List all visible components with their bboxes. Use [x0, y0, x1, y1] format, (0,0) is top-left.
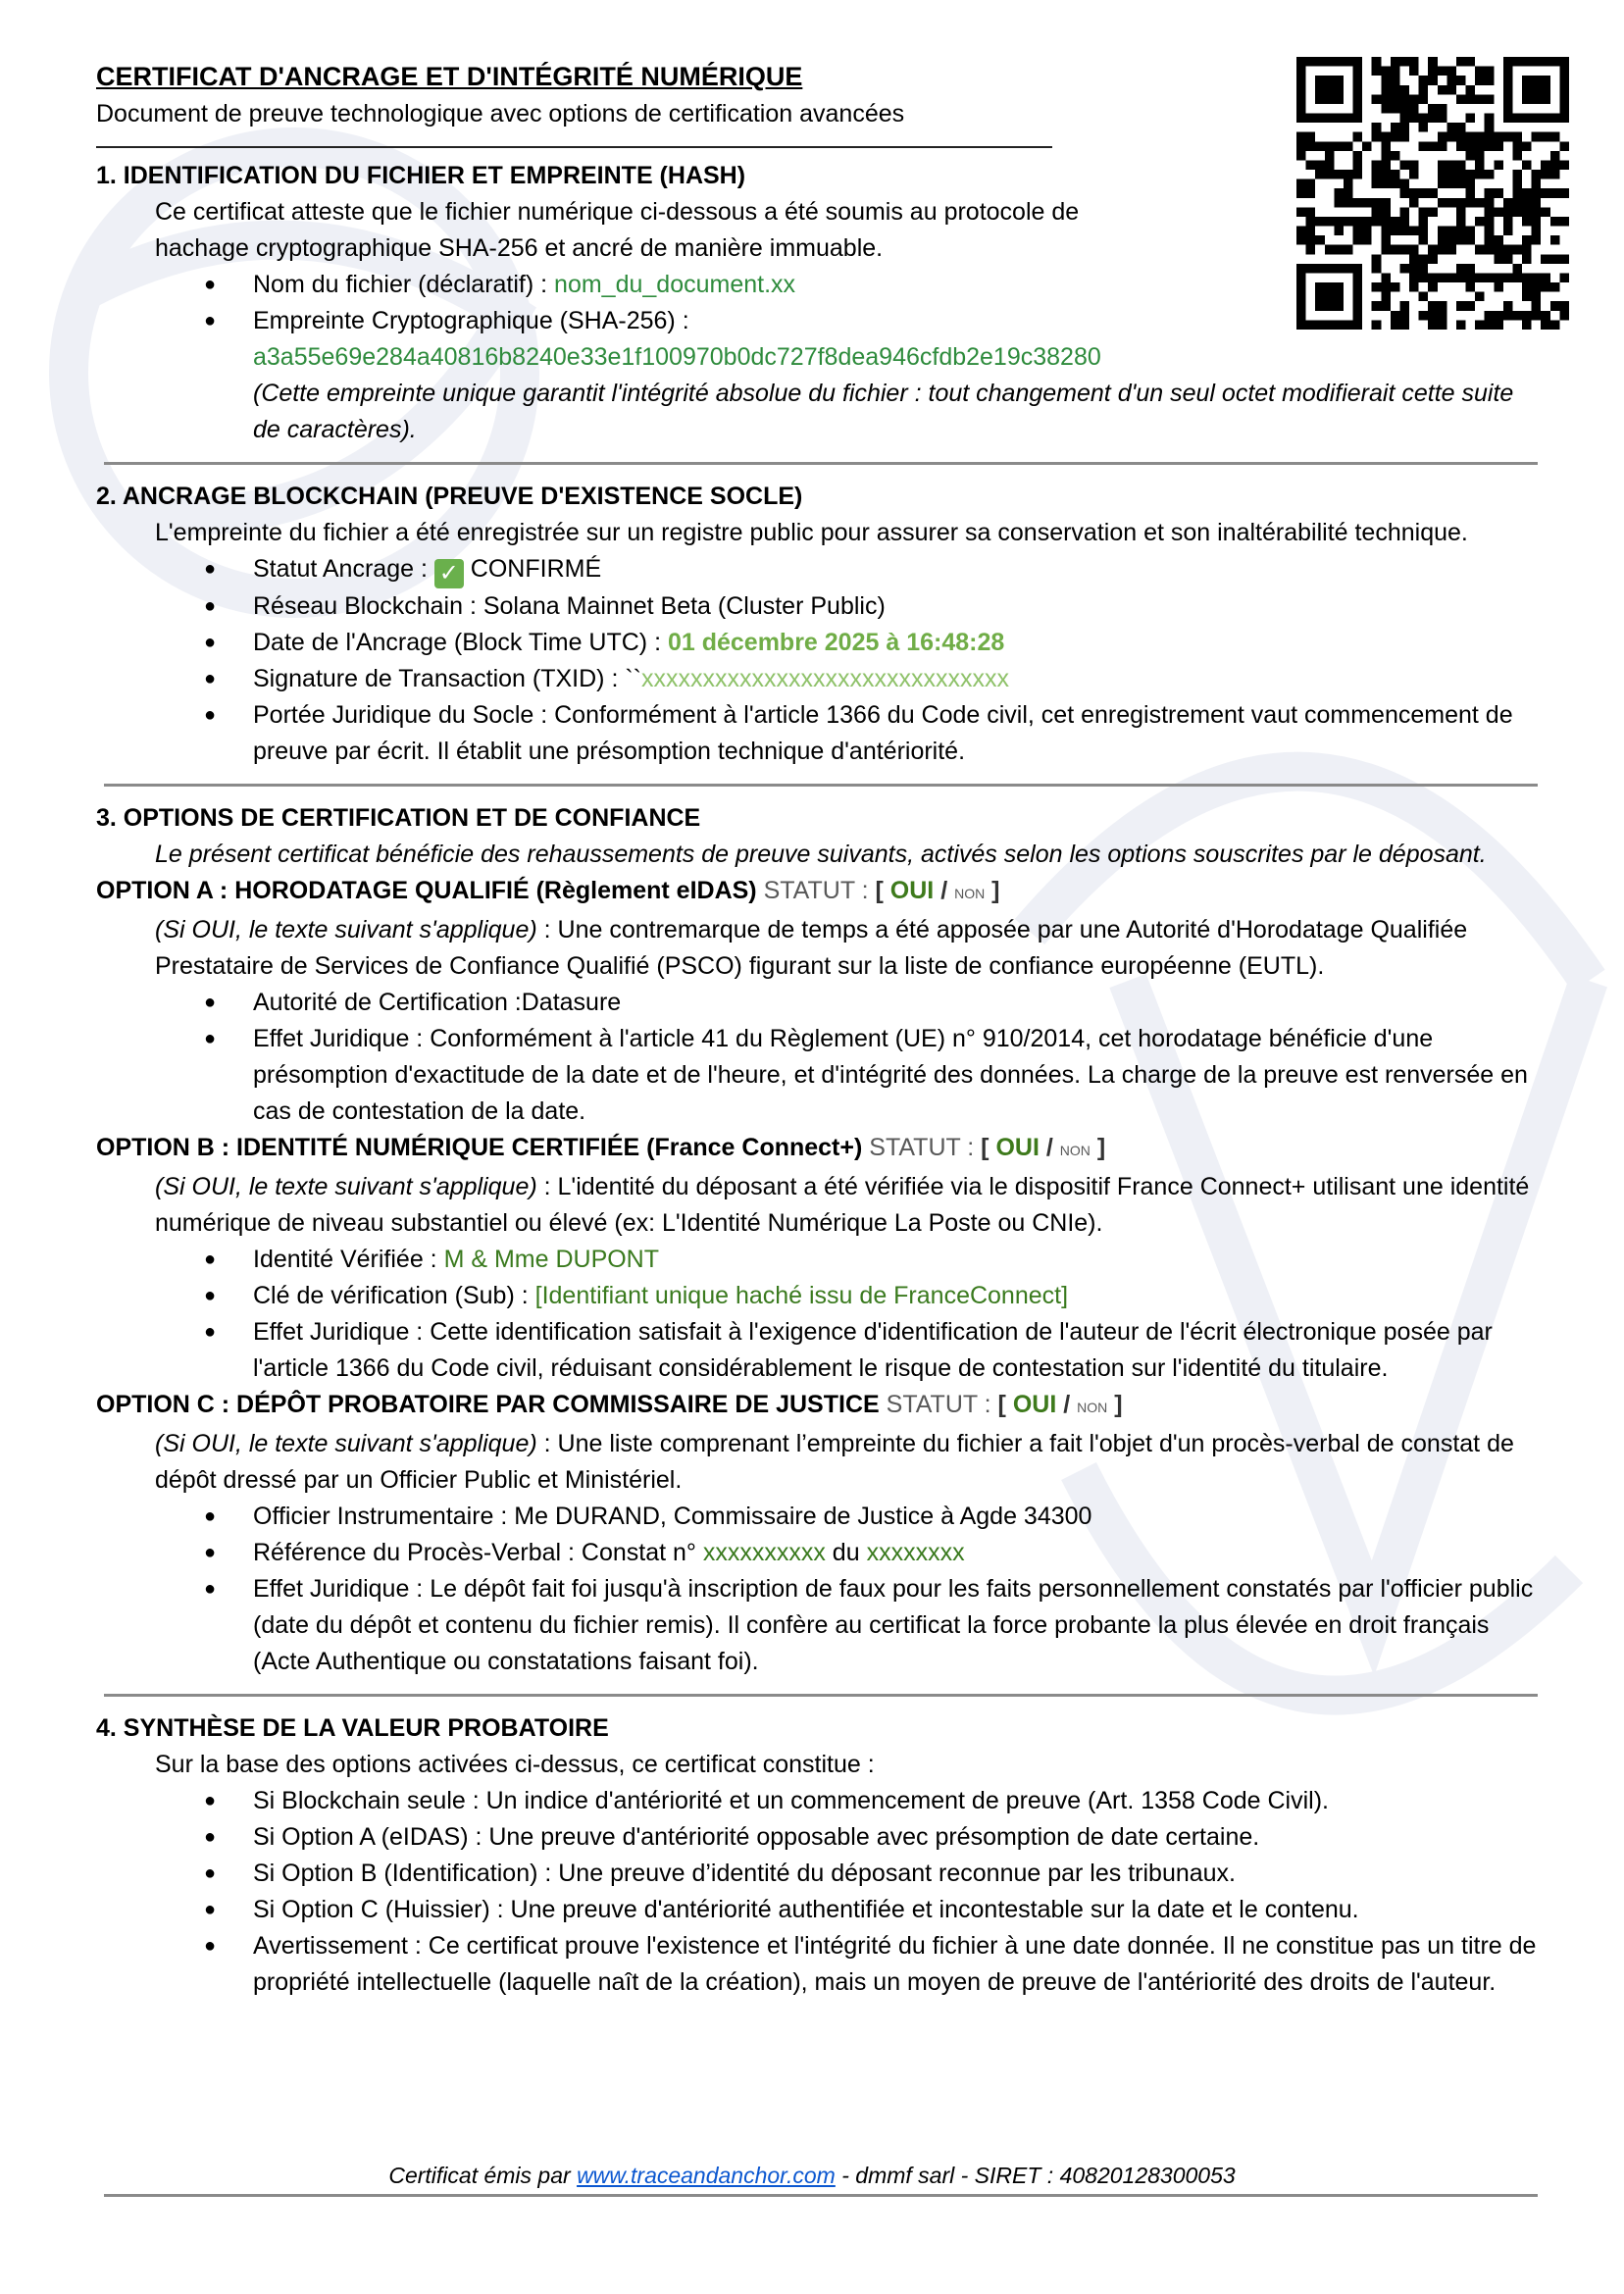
bracket: ] — [991, 877, 1000, 904]
check-icon: ✓ — [434, 559, 464, 588]
list-item: ● Avertissement : Ce certificat prouve l'existence et l'intégrité du fichier à une date donnée. Il ne constitue pas un titre de propriété intellectuelle (laquelle naît de la création), mais un moyen de preuve de l'antériorité des droits de l'auteur. — [253, 1928, 1538, 2001]
bracket: [ — [997, 1391, 1006, 1418]
list-item — [253, 1571, 1538, 1680]
intro-line: hachage cryptographique SHA-256 et ancré de manière immuable. — [155, 234, 884, 262]
hash-label: Empreinte Cryptographique (SHA-256) : — [253, 307, 689, 334]
bracket: ] — [1096, 1134, 1106, 1161]
footer-suffix: - dmmf sarl - SIRET : 40820128300053 — [835, 2163, 1236, 2188]
list-item: ● Si Option B (Identification) : Une preuve d’identité du déposant reconnue par les tribunaux. — [253, 1856, 1538, 1892]
filename-value: nom_du_document.xx — [554, 271, 796, 298]
status-label: Statut Ancrage : — [253, 555, 434, 583]
if-yes-note: (Si OUI, le texte suivant s'applique) — [155, 916, 537, 943]
option-block — [96, 1387, 1538, 1680]
if-yes-note: (Si OUI, le texte suivant s'applique) — [155, 1430, 537, 1457]
section-blockchain-anchoring — [96, 479, 1538, 770]
section-heading: 1. IDENTIFICATION DU FICHIER ET EMPREINTE (HASH) — [96, 162, 746, 189]
option-name: OPTION B : IDENTITÉ NUMÉRIQUE CERTIFIÉE (France Connect+) — [96, 1134, 863, 1161]
divider — [104, 1694, 1538, 1697]
list-item — [253, 985, 1538, 1021]
option-description — [96, 912, 1538, 985]
divider — [104, 784, 1538, 787]
txid-value: xxxxxxxxxxxxxxxxxxxxxxxxxxxxxx — [640, 665, 1009, 692]
item-value: [Identifiant unique haché issu de FranceConnect] — [534, 1282, 1069, 1309]
divider — [96, 146, 1052, 148]
status-oui: OUI — [889, 877, 935, 904]
hash-note: (Cette empreinte unique garantit l'intégrité absolue du fichier : tout changement d'un seul octet modifierait cette suite de caractères). — [253, 380, 1514, 443]
list-item — [253, 1278, 1538, 1314]
statut-label: STATUT : — [763, 877, 876, 904]
section-intro: L'empreinte du fichier a été enregistrée sur un registre public pour assurer sa conservation et son inaltérabilité technique. — [155, 519, 1468, 546]
section-heading: 2. ANCRAGE BLOCKCHAIN (PREUVE D'EXISTENCE SOCLE) — [96, 483, 803, 510]
section-certification-options — [96, 800, 1538, 1680]
option-description — [96, 1426, 1538, 1499]
item-label: Identité Vérifiée : — [253, 1246, 444, 1273]
slash: / — [1045, 1134, 1053, 1161]
date-label: Date de l'Ancrage (Block Time UTC) : — [253, 629, 668, 656]
filename-label: Nom du fichier (déclaratif) : — [253, 271, 555, 298]
slash: / — [940, 877, 948, 904]
item-value: xxxxxxxx — [866, 1539, 965, 1566]
option-title — [96, 873, 1538, 912]
item-label: Autorité de Certification :Datasure — [253, 989, 622, 1016]
option-name: OPTION A : HORODATAGE QUALIFIÉ (Règlement eIDAS) — [96, 877, 757, 904]
anchor-date: 01 décembre 2025 à 16:48:28 — [667, 629, 1005, 656]
status-oui: OUI — [995, 1134, 1040, 1161]
item-value: xxxxxxxxxx — [702, 1539, 826, 1566]
option-block — [96, 873, 1538, 1130]
certificate-page — [96, 57, 1538, 2001]
item-label: Officier Instrumentaire : Me DURAND, Commissaire de Justice à Agde 34300 — [253, 1503, 1092, 1530]
list-item — [253, 625, 1538, 661]
bracket: [ — [875, 877, 884, 904]
option-title — [96, 1130, 1538, 1169]
bracket: [ — [981, 1134, 990, 1161]
status-non: NON — [1059, 1143, 1091, 1158]
status-oui: OUI — [1012, 1391, 1057, 1418]
status-non: NON — [954, 886, 986, 901]
item-label: Effet Juridique : Conformément à l'article 41 du Règlement (UE) n° 910/2014, cet horodatage bénéficie d'une présomption d'exactitude de la date et de l'heure, et d'intégrité des données. La charge de la preuve est renversée en cas de contestation de la date. — [253, 1025, 1528, 1125]
hash-value: a3a55e69e284a40816b8240e33e1f100970b0dc727f8dea946cfdb2e19c38280 — [253, 343, 1101, 371]
item-label: Effet Juridique : Cette identification satisfait à l'exigence d'identification de l'auteur de l'écrit électronique posée par l'article 1366 du Code civil, réduisant considérablement le risque de contestation sur l'identité du titulaire. — [253, 1318, 1493, 1382]
item-label: Référence du Procès-Verbal : Constat n° — [253, 1539, 703, 1566]
txid-label: Signature de Transaction (TXID) : `` — [253, 665, 641, 692]
website-link[interactable]: www.traceandanchor.com — [577, 2163, 836, 2188]
list-item — [253, 661, 1538, 697]
list-item — [253, 303, 1538, 448]
section-intro: Sur la base des options activées ci-dessus, ce certificat constitue : — [155, 1751, 875, 1778]
page-subtitle: Document de preuve technologique avec options de certification avancées — [96, 100, 905, 127]
section-probative-summary — [96, 1710, 1538, 2001]
if-yes-note: (Si OUI, le texte suivant s'applique) — [155, 1173, 537, 1200]
divider — [104, 462, 1538, 465]
page-title: CERTIFICAT D'ANCRAGE ET D'INTÉGRITÉ NUMÉRIQUE — [96, 62, 803, 91]
list-item: ● Si Blockchain seule : Un indice d'antériorité et un commencement de preuve (Art. 1358 Code Civil). — [253, 1783, 1538, 1819]
footer — [0, 2158, 1624, 2194]
item-mid: du — [825, 1539, 867, 1566]
list-item — [253, 267, 1538, 303]
status-non: NON — [1077, 1400, 1108, 1415]
option-text: : Une liste comprenant l’empreinte du fichier a fait l'objet d'un procès-verbal de constat de dépôt dressé par un Officier Public et Ministériel. — [155, 1430, 1514, 1494]
section-intro — [96, 194, 1538, 267]
bracket: ] — [1114, 1391, 1123, 1418]
option-title — [96, 1387, 1538, 1426]
list-item — [253, 1499, 1538, 1535]
list-item: ● Réseau Blockchain : Solana Mainnet Beta (Cluster Public) — [253, 588, 1538, 625]
list-item — [253, 1314, 1538, 1387]
option-block — [96, 1130, 1538, 1387]
divider — [104, 2194, 1538, 2197]
list-item: ● Si Option C (Huissier) : Une preuve d'antériorité authentifiée et incontestable sur la date et le contenu. — [253, 1892, 1538, 1928]
option-name: OPTION C : DÉPÔT PROBATOIRE PAR COMMISSAIRE DE JUSTICE — [96, 1391, 880, 1418]
options-list — [96, 873, 1538, 1680]
list-item: ● Si Option A (eIDAS) : Une preuve d'antériorité opposable avec présomption de date certaine. — [253, 1819, 1538, 1856]
list-item — [253, 1021, 1538, 1130]
option-description — [96, 1169, 1538, 1242]
list-item — [253, 1535, 1538, 1571]
statut-label: STATUT : — [869, 1134, 982, 1161]
list-item — [253, 1242, 1538, 1278]
intro-line: Ce certificat atteste que le fichier numérique ci-dessous a été soumis au protocole de — [155, 198, 1080, 226]
section-heading: 3. OPTIONS DE CERTIFICATION ET DE CONFIANCE — [96, 804, 701, 832]
list-item — [253, 551, 1538, 588]
status-badge: CONFIRMÉ — [470, 555, 602, 583]
section-intro: Le présent certificat bénéficie des rehaussements de preuve suivants, activés selon les options souscrites par le déposant. — [155, 841, 1487, 868]
section-file-identification — [96, 158, 1538, 448]
item-label: Clé de vérification (Sub) : — [253, 1282, 535, 1309]
item-label: Effet Juridique : Le dépôt fait foi jusqu'à inscription de faux pour les faits personnellement constatés par l'officier public (date du dépôt et contenu du fichier remis). Il confère au certificat la force probante la plus élevée en droit français (Acte Authentique ou constatations faisant foi). — [253, 1575, 1534, 1675]
footer-prefix: Certificat émis par — [388, 2163, 578, 2188]
item-value: M & Mme DUPONT — [443, 1246, 660, 1273]
option-text: : L'identité du déposant a été vérifiée via le dispositif France Connect+ utilisant une identité numérique de niveau substantiel ou élevé (ex: L'Identité Numérique La Poste ou CNIe). — [155, 1173, 1530, 1237]
section-heading: 4. SYNTHÈSE DE LA VALEUR PROBATOIRE — [96, 1714, 609, 1742]
list-item: ● Portée Juridique du Socle : Conformément à l'article 1366 du Code civil, cet enregistrement vaut commencement de preuve par écrit. Il établit une présomption technique d'antériorité. — [253, 697, 1538, 770]
option-text: : Une contremarque de temps a été apposée par une Autorité d'Horodatage Qualifiée Prestataire de Services de Confiance Qualifié (PSCO) figurant sur la liste de confiance européenne (EUTL). — [155, 916, 1468, 980]
statut-label: STATUT : — [886, 1391, 998, 1418]
slash: / — [1063, 1391, 1071, 1418]
